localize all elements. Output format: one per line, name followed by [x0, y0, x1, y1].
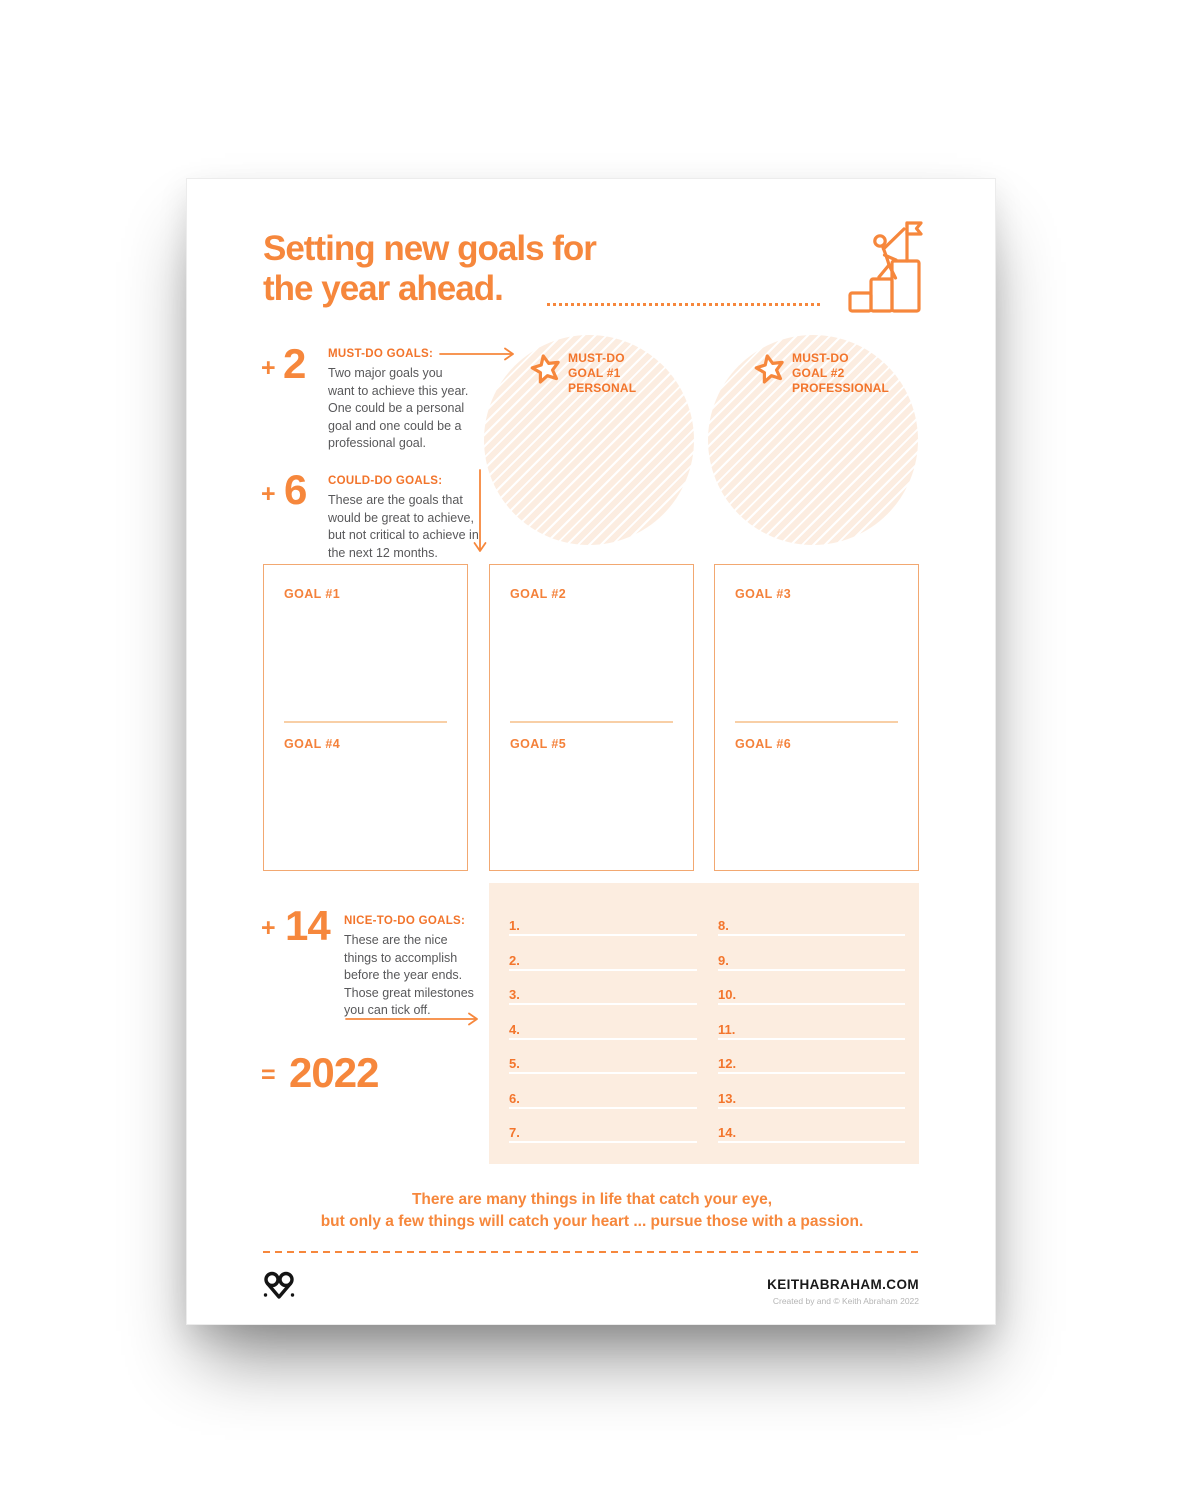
could-do-description: These are the goals that would be great to achieve, but not critical to achieve in the next 12 months.	[328, 493, 479, 560]
fill-in-line[interactable]	[509, 1038, 697, 1040]
goal-box-3-6[interactable]	[714, 564, 919, 871]
arrow-down-icon	[472, 469, 488, 555]
goal-label: GOAL #4	[284, 737, 341, 751]
nice-list-left-column	[509, 918, 697, 1160]
fill-in-line[interactable]	[718, 934, 905, 936]
website-link[interactable]: KEITHABRAHAM.COM	[767, 1277, 919, 1292]
flag-climber-icon	[847, 215, 923, 313]
quote-line2: but only a few things will catch your heart ... pursue those with a passion.	[320, 1213, 864, 1230]
circle-label	[792, 351, 889, 396]
goal-box-divider	[284, 721, 447, 723]
worksheet-page	[186, 178, 996, 1325]
fill-in-line[interactable]	[718, 1003, 905, 1005]
arrow-right-icon	[439, 346, 517, 362]
list-number: 11.	[718, 1021, 736, 1037]
quote	[187, 1189, 997, 1233]
list-item	[509, 1056, 697, 1091]
list-item	[509, 987, 697, 1022]
copyright-credit: Created by and © Keith Abraham 2022	[772, 1296, 919, 1306]
goal-label: GOAL #2	[510, 587, 567, 601]
goal-box-divider	[510, 721, 673, 723]
nice-to-do-count: 14	[285, 902, 330, 949]
circle2-line1: MUST-DO	[792, 351, 849, 365]
circle1-line3: PERSONAL	[568, 381, 637, 395]
must-do-description: Two major goals you want to achieve this year. One could be a personal goal and one could be a professional goal.	[328, 366, 469, 450]
list-item	[718, 987, 905, 1022]
fill-in-line[interactable]	[718, 1072, 905, 1074]
goal-label: GOAL #1	[284, 587, 341, 601]
circle1-line1: MUST-DO	[568, 351, 625, 365]
fill-in-line[interactable]	[718, 1141, 905, 1143]
fill-in-line[interactable]	[718, 1038, 905, 1040]
nice-to-do-label: NICE-TO-DO GOALS:	[344, 915, 466, 927]
fill-in-line[interactable]	[509, 1003, 697, 1005]
list-item	[718, 918, 905, 953]
page-title	[263, 229, 596, 309]
goal-label: GOAL #3	[735, 587, 792, 601]
list-number: 9.	[718, 952, 729, 968]
list-number: 4.	[509, 1021, 520, 1037]
list-item	[718, 1056, 905, 1091]
nice-to-do-list-panel	[489, 883, 919, 1164]
list-item	[509, 1125, 697, 1160]
fill-in-line[interactable]	[718, 1107, 905, 1109]
nice-to-do-sign: +	[261, 914, 276, 942]
list-number: 2.	[509, 952, 520, 968]
nice-list-right-column	[718, 918, 905, 1160]
fill-in-line[interactable]	[509, 934, 697, 936]
list-number: 6.	[509, 1090, 520, 1106]
list-item	[509, 1091, 697, 1126]
must-do-sign: +	[261, 354, 276, 382]
star-icon	[754, 353, 786, 385]
could-do-label: COULD-DO GOALS:	[328, 475, 443, 487]
list-number: 7.	[509, 1125, 520, 1140]
footer-dashed-divider	[263, 1251, 921, 1253]
nice-to-do-description: These are the nice things to accomplish before the year ends. Those great milestones you can tick off.	[344, 933, 474, 1017]
result-year: 2022	[289, 1049, 379, 1096]
list-number: 13.	[718, 1090, 737, 1106]
title-dotted-line	[547, 303, 823, 306]
list-item	[718, 1022, 905, 1057]
goal-box-1-4[interactable]	[263, 564, 468, 871]
page-title-line2: the year ahead.	[263, 269, 503, 308]
goal-box-divider	[735, 721, 898, 723]
must-do-label: MUST-DO GOALS:	[328, 348, 434, 360]
goal-label: GOAL #6	[735, 737, 792, 751]
could-do-sign: +	[261, 480, 276, 508]
must-do-circle-professional[interactable]	[708, 335, 918, 545]
must-do-circle-personal[interactable]	[484, 335, 694, 545]
circle2-line2: GOAL #2	[792, 366, 845, 380]
list-number: 8.	[718, 918, 729, 933]
must-do-count: 2	[283, 340, 306, 387]
list-item	[718, 1125, 905, 1160]
circle2-line3: PROFESSIONAL	[792, 381, 890, 395]
arrow-right-icon	[345, 1011, 481, 1027]
page-title-line1: Setting new goals for	[263, 229, 596, 268]
goal-box-2-5[interactable]	[489, 564, 694, 871]
quote-line1: There are many things in life that catch your eye,	[411, 1191, 773, 1208]
list-number: 10.	[718, 987, 737, 1002]
list-item	[509, 918, 697, 953]
fill-in-line[interactable]	[718, 969, 905, 971]
list-item	[718, 953, 905, 988]
fill-in-line[interactable]	[509, 969, 697, 971]
fill-in-line[interactable]	[509, 1141, 697, 1143]
list-number: 12.	[718, 1056, 737, 1071]
list-item	[509, 953, 697, 988]
list-number: 3.	[509, 987, 520, 1002]
heart-logo-icon	[261, 1269, 297, 1303]
could-do-count: 6	[284, 466, 307, 513]
list-number: 5.	[509, 1056, 520, 1071]
star-icon	[530, 353, 562, 385]
list-item	[509, 1022, 697, 1057]
circle1-line2: GOAL #1	[568, 366, 621, 380]
circle-label	[568, 351, 636, 396]
list-number: 1.	[509, 918, 520, 933]
fill-in-line[interactable]	[509, 1072, 697, 1074]
goal-label: GOAL #5	[510, 737, 567, 751]
list-number: 14.	[718, 1125, 737, 1140]
fill-in-line[interactable]	[509, 1107, 697, 1109]
list-item	[718, 1091, 905, 1126]
result-sign: =	[261, 1061, 276, 1089]
